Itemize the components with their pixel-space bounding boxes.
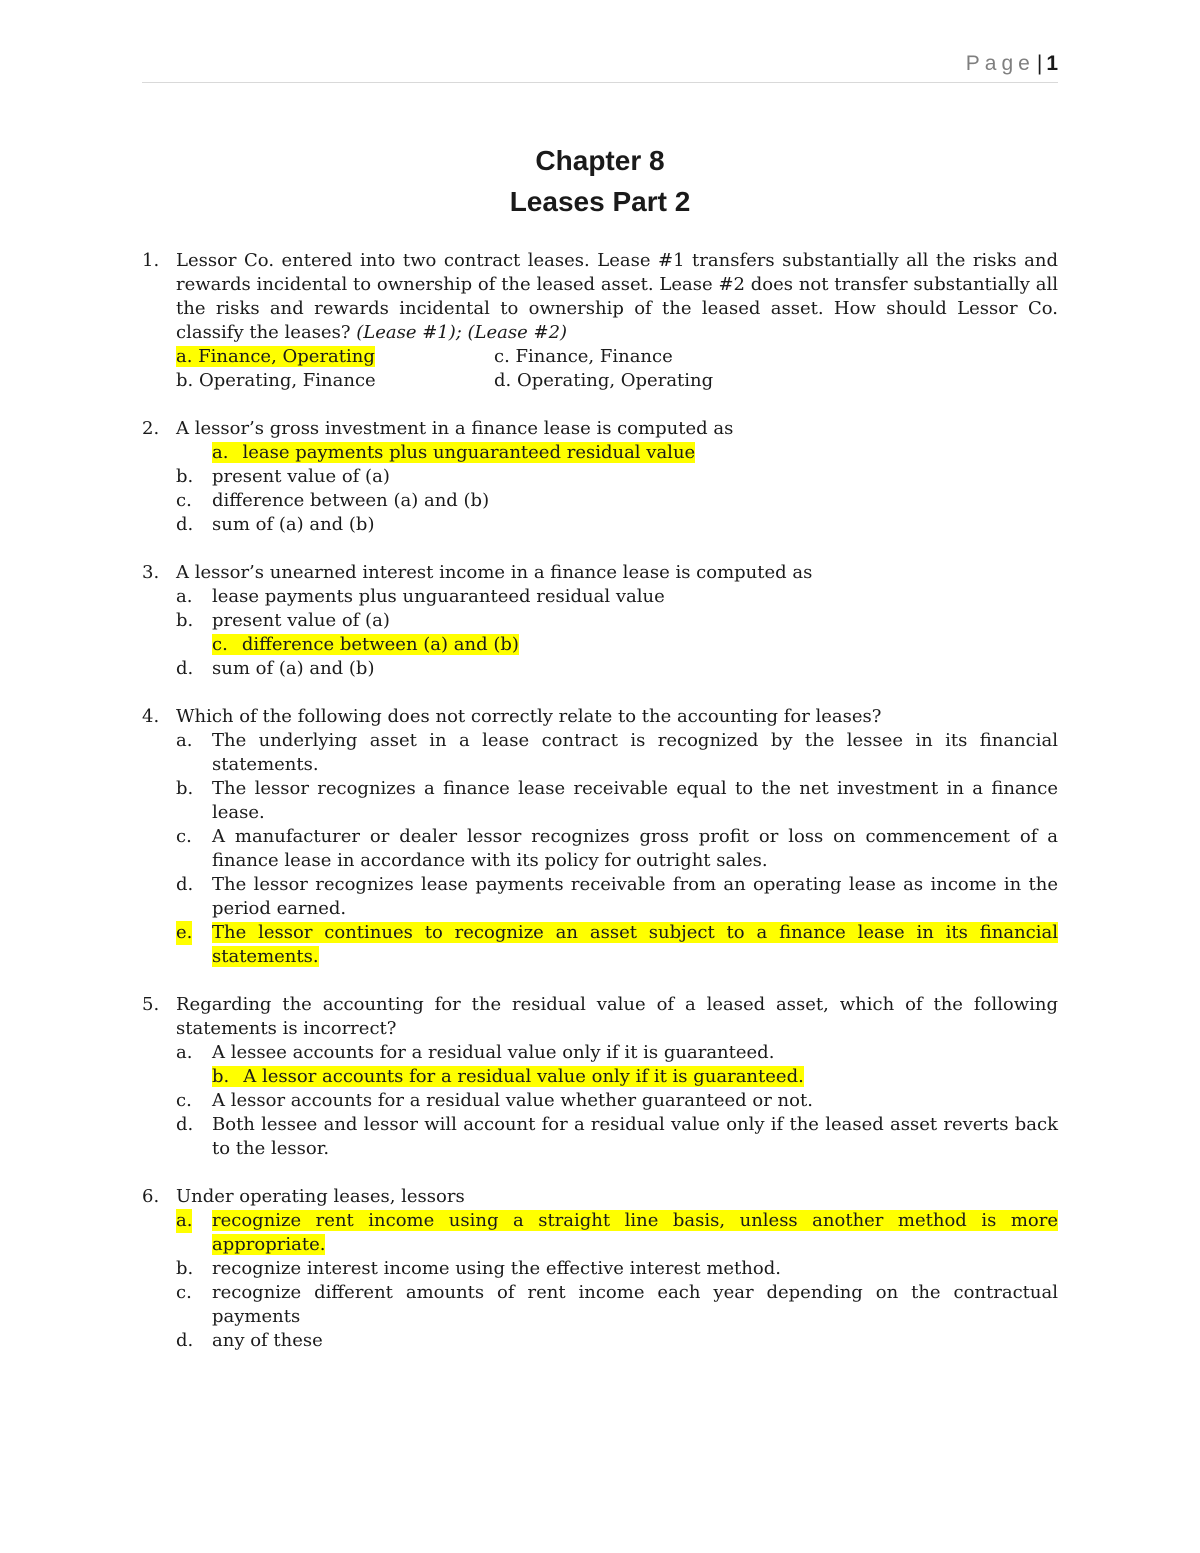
option-d: d. sum of (a) and (b) bbox=[176, 514, 375, 535]
option-c: c. Finance, Finance bbox=[494, 346, 673, 367]
question-number: 6. bbox=[142, 1186, 160, 1207]
question-stem: Lessor Co. entered into two contract leases. Lease #1 transfers substantially all the risks and rewards incidental to ownership of the leased asset. Lease #2 does not transfer substantially all the risks and rewards incidental to ownership of the leased asset. How should Lessor Co. classify the leases? bbox=[176, 250, 1058, 343]
option-a: a. lease payments plus unguaranteed residual value bbox=[212, 442, 696, 463]
document-title bbox=[142, 140, 1058, 222]
option-b: b. A lessor accounts for a residual value only if it is guaranteed. bbox=[212, 1066, 804, 1087]
question-3 bbox=[142, 561, 1058, 681]
page-number: 1 bbox=[1046, 52, 1058, 75]
option-d: d. The lessor recognizes lease payments receivable from an operating lease as income in the period earned. bbox=[176, 874, 1058, 919]
question-number: 4. bbox=[142, 706, 160, 727]
question-1 bbox=[142, 249, 1058, 393]
question-2 bbox=[142, 417, 1058, 537]
option-d: d. any of these bbox=[176, 1330, 323, 1351]
option-c: c. recognize different amounts of rent income each year depending on the contractual payments bbox=[176, 1282, 1058, 1327]
options-row-2 bbox=[176, 369, 1058, 393]
page-header bbox=[142, 52, 1058, 83]
question-text: Under operating leases, lessors bbox=[176, 1186, 465, 1207]
options-row-1 bbox=[176, 345, 1058, 369]
question-text: Which of the following does not correctly relate to the accounting for leases? bbox=[176, 706, 882, 727]
page-label: Page bbox=[965, 52, 1035, 75]
option-d: d. Both lessee and lessor will account for a residual value only if the leased asset reverts back to the lessor. bbox=[176, 1114, 1058, 1159]
option-c: c. difference between (a) and (b) bbox=[176, 490, 490, 511]
question-number: 3. bbox=[142, 562, 160, 583]
page-separator: | bbox=[1036, 52, 1043, 75]
option-b: b. recognize interest income using the effective interest method. bbox=[176, 1258, 781, 1279]
option-b: b. Operating, Finance bbox=[176, 370, 376, 391]
option-a: a. lease payments plus unguaranteed residual value bbox=[176, 586, 665, 607]
option-d: d. sum of (a) and (b) bbox=[176, 658, 375, 679]
option-d: d. Operating, Operating bbox=[494, 370, 714, 391]
question-number: 2. bbox=[142, 418, 160, 439]
question-number: 5. bbox=[142, 994, 160, 1015]
question-list bbox=[142, 249, 1058, 1377]
option-a: a. The underlying asset in a lease contract is recognized by the lessee in its financial statements. bbox=[176, 730, 1058, 775]
option-b: b. present value of (a) bbox=[176, 610, 390, 631]
question-stem-italic: (Lease #1); (Lease #2) bbox=[356, 322, 568, 343]
question-6 bbox=[142, 1185, 1058, 1353]
option-b: b. present value of (a) bbox=[176, 466, 390, 487]
chapter-subtitle: Leases Part 2 bbox=[509, 186, 691, 217]
question-text: Regarding the accounting for the residual value of a leased asset, which of the following statements is incorrect? bbox=[176, 994, 1058, 1039]
question-text bbox=[176, 249, 1058, 345]
chapter-heading: Chapter 8 bbox=[535, 145, 665, 176]
question-5 bbox=[142, 993, 1058, 1161]
question-text: A lessor’s unearned interest income in a finance lease is computed as bbox=[176, 562, 813, 583]
question-number: 1. bbox=[142, 250, 160, 271]
option-c: c. A lessor accounts for a residual value whether guaranteed or not. bbox=[176, 1090, 813, 1111]
option-a: a. recognize rent income using a straight line basis, unless another method is more appropriate. bbox=[176, 1210, 1058, 1255]
option-e: e. The lessor continues to recognize an asset subject to a finance lease in its financial statements. bbox=[176, 922, 1058, 967]
option-c: c. difference between (a) and (b) bbox=[212, 634, 519, 655]
question-text: A lessor’s gross investment in a finance lease is computed as bbox=[176, 418, 734, 439]
option-a: a. Finance, Operating bbox=[176, 346, 375, 367]
option-a: a. A lessee accounts for a residual value only if it is guaranteed. bbox=[176, 1042, 775, 1063]
option-b: b. The lessor recognizes a finance lease receivable equal to the net investment in a finance lease. bbox=[176, 778, 1058, 823]
question-4 bbox=[142, 705, 1058, 969]
option-c: c. A manufacturer or dealer lessor recognizes gross profit or loss on commencement of a finance lease in accordance with its policy for outright sales. bbox=[176, 826, 1058, 871]
